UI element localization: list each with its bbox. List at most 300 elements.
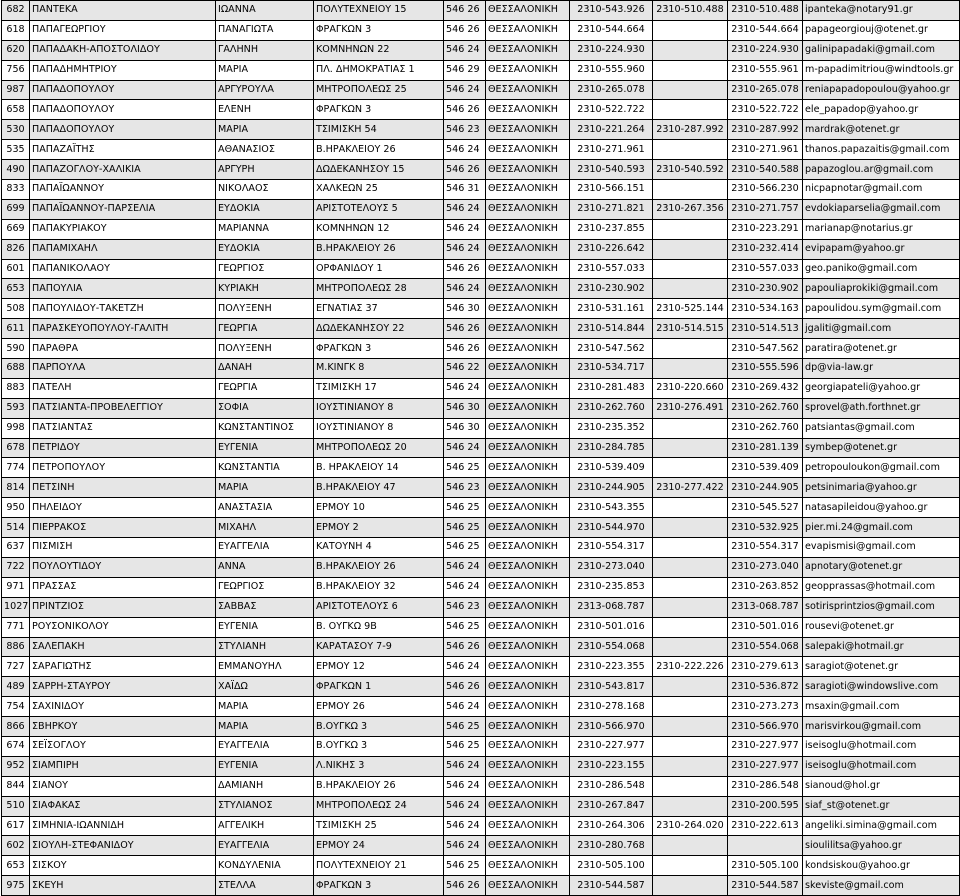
- surname-cell: ΠΑΤΣΙΑΝΤΑ-ΠΡΟΒΕΛΕΓΓΙΟΥ: [30, 398, 216, 418]
- id-cell: 593: [2, 398, 30, 418]
- phone2-cell: [653, 577, 728, 597]
- address-cell: ΜΗΤΡΟΠΟΛΕΩΣ 20: [314, 438, 444, 458]
- phone2-cell: [653, 836, 728, 856]
- email-cell: saragioti@windowslive.com: [803, 677, 960, 697]
- phone2-cell: [653, 717, 728, 737]
- name-cell: ΑΓΓΕΛΙΚΗ: [216, 816, 314, 836]
- email-cell: papazoglou.ar@gmail.com: [803, 160, 960, 180]
- email-cell: sotirisprintzios@gmail.com: [803, 597, 960, 617]
- table-row: [2, 776, 960, 796]
- table-row: [2, 160, 960, 180]
- zip-cell: 546 29: [444, 60, 486, 80]
- phone1-cell: 2310-244.905: [570, 478, 653, 498]
- email-cell: thanos.papazaitis@gmail.com: [803, 140, 960, 160]
- zip-cell: 546 25: [444, 736, 486, 756]
- table-row: [2, 120, 960, 140]
- phone2-cell: [653, 140, 728, 160]
- id-cell: 489: [2, 677, 30, 697]
- city-cell: ΘΕΣΣΑΛΟΝΙΚΗ: [486, 498, 570, 518]
- zip-cell: 546 26: [444, 319, 486, 339]
- address-cell: Β. ΗΡΑΚΛΕΙΟΥ 14: [314, 458, 444, 478]
- address-cell: ΚΟΜΝΗΝΩΝ 22: [314, 40, 444, 60]
- zip-cell: 546 24: [444, 697, 486, 717]
- phone1-cell: 2310-235.853: [570, 577, 653, 597]
- zip-cell: 546 25: [444, 498, 486, 518]
- address-cell: ΤΣΙΜΙΣΚΗ 54: [314, 120, 444, 140]
- address-cell: ΦΡΑΓΚΩΝ 3: [314, 100, 444, 120]
- city-cell: ΘΕΣΣΑΛΟΝΙΚΗ: [486, 458, 570, 478]
- city-cell: ΘΕΣΣΑΛΟΝΙΚΗ: [486, 438, 570, 458]
- phone2-cell: [653, 796, 728, 816]
- name-cell: ΕΥΑΓΓΕΛΙΑ: [216, 736, 314, 756]
- surname-cell: ΠΑΤΣΙΑΝΤΑΣ: [30, 418, 216, 438]
- id-cell: 602: [2, 836, 30, 856]
- surname-cell: ΣΙΑΜΠΙΡΗ: [30, 756, 216, 776]
- zip-cell: 546 24: [444, 577, 486, 597]
- surname-cell: ΠΕΤΡΙΔΟΥ: [30, 438, 216, 458]
- name-cell: ΜΑΡΙΑ: [216, 60, 314, 80]
- zip-cell: 546 23: [444, 120, 486, 140]
- surname-cell: ΣΒΗΡΚΟΥ: [30, 717, 216, 737]
- name-cell: ΠΟΛΥΞΕΝΗ: [216, 299, 314, 319]
- email-cell: petsinimaria@yahoo.gr: [803, 478, 960, 498]
- address-cell: Β.ΗΡΑΚΛΕΙΟΥ 47: [314, 478, 444, 498]
- name-cell: ΓΕΩΡΓΙΟΣ: [216, 577, 314, 597]
- address-cell: ΕΡΜΟΥ 2: [314, 518, 444, 538]
- phone1-cell: 2310-540.593: [570, 160, 653, 180]
- fax-cell: 2310-224.930: [728, 40, 803, 60]
- phone1-cell: 2310-286.548: [570, 776, 653, 796]
- zip-cell: 546 30: [444, 418, 486, 438]
- zip-cell: 546 23: [444, 597, 486, 617]
- email-cell: galinipapadaki@gmail.com: [803, 40, 960, 60]
- city-cell: ΘΕΣΣΑΛΟΝΙΚΗ: [486, 279, 570, 299]
- table-row: [2, 816, 960, 836]
- name-cell: ΕΥΔΟΚΙΑ: [216, 239, 314, 259]
- address-cell: ΙΟΥΣΤΙΝΙΑΝΟΥ 8: [314, 418, 444, 438]
- phone2-cell: [653, 617, 728, 637]
- surname-cell: ΣΙΟΥΛΗ-ΣΤΕΦΑΝΙΔΟΥ: [30, 836, 216, 856]
- surname-cell: ΣΕΪΣΟΓΛΟΥ: [30, 736, 216, 756]
- zip-cell: 546 26: [444, 637, 486, 657]
- table-row: [2, 219, 960, 239]
- name-cell: ΕΥΓΕΝΙΑ: [216, 438, 314, 458]
- email-cell: iseisoglu@hotmail.com: [803, 756, 960, 776]
- email-cell: ipanteka@notary91.gr: [803, 1, 960, 21]
- city-cell: ΘΕΣΣΑΛΟΝΙΚΗ: [486, 836, 570, 856]
- name-cell: ΑΝΑΣΤΑΣΙΑ: [216, 498, 314, 518]
- table-row: [2, 617, 960, 637]
- zip-cell: 546 24: [444, 140, 486, 160]
- surname-cell: ΠΑΠΑΔΟΠΟΥΛΟΥ: [30, 120, 216, 140]
- name-cell: ΓΕΩΡΓΙΟΣ: [216, 259, 314, 279]
- name-cell: ΕΥΑΓΓΕΛΙΑ: [216, 836, 314, 856]
- phone2-cell: [653, 458, 728, 478]
- table-row: [2, 398, 960, 418]
- table-row: [2, 637, 960, 657]
- zip-cell: 546 24: [444, 279, 486, 299]
- name-cell: ΚΟΝΔΥΛΕΝΙΑ: [216, 856, 314, 876]
- id-cell: 771: [2, 617, 30, 637]
- city-cell: ΘΕΣΣΑΛΟΝΙΚΗ: [486, 418, 570, 438]
- phone2-cell: [653, 279, 728, 299]
- name-cell: ΣΤΥΛΙΑΝΗ: [216, 637, 314, 657]
- surname-cell: ΠΑΤΕΛΗ: [30, 378, 216, 398]
- address-cell: ΟΡΦΑΝΙΔΟΥ 1: [314, 259, 444, 279]
- address-cell: ΠΟΛΥΤΕΧΝΕΙΟΥ 15: [314, 1, 444, 21]
- id-cell: 617: [2, 816, 30, 836]
- city-cell: ΘΕΣΣΑΛΟΝΙΚΗ: [486, 299, 570, 319]
- address-cell: Β.ΗΡΑΚΛΕΙΟΥ 26: [314, 557, 444, 577]
- email-cell: georgiapateli@yahoo.gr: [803, 378, 960, 398]
- table-row: [2, 557, 960, 577]
- phone1-cell: 2310-271.821: [570, 199, 653, 219]
- address-cell: ΕΡΜΟΥ 10: [314, 498, 444, 518]
- fax-cell: 2310-227.977: [728, 736, 803, 756]
- table-row: [2, 418, 960, 438]
- name-cell: ΣΤΥΛΙΑΝΟΣ: [216, 796, 314, 816]
- address-cell: ΜΗΤΡΟΠΟΛΕΩΣ 24: [314, 796, 444, 816]
- zip-cell: 546 24: [444, 239, 486, 259]
- city-cell: ΘΕΣΣΑΛΟΝΙΚΗ: [486, 677, 570, 697]
- address-cell: ΚΑΤΟΥΝΗ 4: [314, 538, 444, 558]
- id-cell: 754: [2, 697, 30, 717]
- address-cell: ΦΡΑΓΚΩΝ 3: [314, 339, 444, 359]
- surname-cell: ΣΑΡΡΗ-ΣΤΑΥΡΟΥ: [30, 677, 216, 697]
- phone2-cell: [653, 518, 728, 538]
- zip-cell: 546 24: [444, 796, 486, 816]
- address-cell: ΕΓΝΑΤΙΑΣ 37: [314, 299, 444, 319]
- name-cell: ΑΡΓΥΡΟΥΛΑ: [216, 80, 314, 100]
- city-cell: ΘΕΣΣΑΛΟΝΙΚΗ: [486, 160, 570, 180]
- name-cell: ΓΑΛΗΝΗ: [216, 40, 314, 60]
- phone1-cell: 2310-265.078: [570, 80, 653, 100]
- address-cell: ΕΡΜΟΥ 12: [314, 657, 444, 677]
- phone1-cell: 2310-226.642: [570, 239, 653, 259]
- email-cell: mardrak@otenet.gr: [803, 120, 960, 140]
- id-cell: 674: [2, 736, 30, 756]
- city-cell: ΘΕΣΣΑΛΟΝΙΚΗ: [486, 1, 570, 21]
- address-cell: ΦΡΑΓΚΩΝ 3: [314, 20, 444, 40]
- name-cell: ΑΘΑΝΑΣΙΟΣ: [216, 140, 314, 160]
- email-cell: natasapileidou@yahoo.gr: [803, 498, 960, 518]
- email-cell: papouliaprokiki@gmail.com: [803, 279, 960, 299]
- name-cell: ΜΙΧΑΗΛ: [216, 518, 314, 538]
- phone1-cell: 2310-223.355: [570, 657, 653, 677]
- fax-cell: 2310-540.588: [728, 160, 803, 180]
- table-row: [2, 438, 960, 458]
- zip-cell: 546 24: [444, 40, 486, 60]
- email-cell: rousevi@otenet.gr: [803, 617, 960, 637]
- id-cell: 1027: [2, 597, 30, 617]
- name-cell: ΕΛΕΝΗ: [216, 100, 314, 120]
- table-row: [2, 498, 960, 518]
- phone1-cell: 2310-547.562: [570, 339, 653, 359]
- zip-cell: 546 24: [444, 199, 486, 219]
- table-row: [2, 677, 960, 697]
- table-row: [2, 577, 960, 597]
- fax-cell: 2310-510.488: [728, 1, 803, 21]
- table-row: [2, 259, 960, 279]
- phone1-cell: 2310-557.033: [570, 259, 653, 279]
- id-cell: 971: [2, 577, 30, 597]
- id-cell: 844: [2, 776, 30, 796]
- id-cell: 998: [2, 418, 30, 438]
- table-row: [2, 279, 960, 299]
- zip-cell: 546 24: [444, 657, 486, 677]
- table-row: [2, 697, 960, 717]
- email-cell: kondsiskou@yahoo.gr: [803, 856, 960, 876]
- city-cell: ΘΕΣΣΑΛΟΝΙΚΗ: [486, 697, 570, 717]
- fax-cell: 2310-227.977: [728, 756, 803, 776]
- name-cell: ΜΑΡΙΑ: [216, 717, 314, 737]
- city-cell: ΘΕΣΣΑΛΟΝΙΚΗ: [486, 359, 570, 379]
- phone2-cell: [653, 339, 728, 359]
- surname-cell: ΣΑΧΙΝΙΔΟΥ: [30, 697, 216, 717]
- phone2-cell: 2310-540.592: [653, 160, 728, 180]
- email-cell: nicpapnotar@gmail.com: [803, 180, 960, 200]
- phone2-cell: [653, 697, 728, 717]
- surname-cell: ΠΑΠΑΔΟΠΟΥΛΟΥ: [30, 80, 216, 100]
- phone1-cell: 2310-281.483: [570, 378, 653, 398]
- phone2-cell: [653, 677, 728, 697]
- phone1-cell: 2313-068.787: [570, 597, 653, 617]
- address-cell: Λ.ΝΙΚΗΣ 3: [314, 756, 444, 776]
- table-row: [2, 180, 960, 200]
- fax-cell: 2310-263.852: [728, 577, 803, 597]
- phone1-cell: 2310-278.168: [570, 697, 653, 717]
- zip-cell: 546 26: [444, 20, 486, 40]
- city-cell: ΘΕΣΣΑΛΟΝΙΚΗ: [486, 717, 570, 737]
- fax-cell: 2310-262.760: [728, 418, 803, 438]
- zip-cell: 546 24: [444, 557, 486, 577]
- phone2-cell: [653, 876, 728, 896]
- zip-cell: 546 26: [444, 677, 486, 697]
- name-cell: ΣΟΦΙΑ: [216, 398, 314, 418]
- phone2-cell: 2310-510.488: [653, 1, 728, 21]
- city-cell: ΘΕΣΣΑΛΟΝΙΚΗ: [486, 40, 570, 60]
- fax-cell: 2310-554.317: [728, 538, 803, 558]
- fax-cell: 2310-200.595: [728, 796, 803, 816]
- table-row: [2, 199, 960, 219]
- email-cell: marianap@notarius.gr: [803, 219, 960, 239]
- surname-cell: ΠΑΠΑΖΑΪΤΗΣ: [30, 140, 216, 160]
- name-cell: ΝΙΚΟΛΑΟΣ: [216, 180, 314, 200]
- phone2-cell: [653, 100, 728, 120]
- phone1-cell: 2310-543.817: [570, 677, 653, 697]
- name-cell: ΜΑΡΙΑ: [216, 120, 314, 140]
- zip-cell: 546 31: [444, 180, 486, 200]
- address-cell: Μ.ΚΙΝΓΚ 8: [314, 359, 444, 379]
- table-row: [2, 20, 960, 40]
- table-row: [2, 876, 960, 896]
- surname-cell: ΠΙΕΡΡΑΚΟΣ: [30, 518, 216, 538]
- email-cell: pier.mi.24@gmail.com: [803, 518, 960, 538]
- surname-cell: ΣΚΕΥΗ: [30, 876, 216, 896]
- surname-cell: ΣΙΑΝΟΥ: [30, 776, 216, 796]
- address-cell: ΙΟΥΣΤΙΝΙΑΝΟΥ 8: [314, 398, 444, 418]
- email-cell: skeviste@gmail.com: [803, 876, 960, 896]
- city-cell: ΘΕΣΣΑΛΟΝΙΚΗ: [486, 557, 570, 577]
- name-cell: ΓΕΩΡΓΙΑ: [216, 319, 314, 339]
- name-cell: ΕΥΔΟΚΙΑ: [216, 199, 314, 219]
- fax-cell: 2310-222.613: [728, 816, 803, 836]
- email-cell: evapismisi@gmail.com: [803, 538, 960, 558]
- table-row: [2, 538, 960, 558]
- address-cell: ΦΡΑΓΚΩΝ 3: [314, 876, 444, 896]
- fax-cell: 2310-271.961: [728, 140, 803, 160]
- zip-cell: 546 25: [444, 538, 486, 558]
- phone1-cell: 2310-531.161: [570, 299, 653, 319]
- name-cell: ΕΥΑΓΓΕΛΙΑ: [216, 538, 314, 558]
- id-cell: 620: [2, 40, 30, 60]
- name-cell: ΓΕΩΡΓΙΑ: [216, 378, 314, 398]
- fax-cell: 2310-265.078: [728, 80, 803, 100]
- email-cell: marisvirkou@gmail.com: [803, 717, 960, 737]
- fax-cell: 2310-544.664: [728, 20, 803, 40]
- name-cell: ΜΑΡΙΑ: [216, 697, 314, 717]
- phone2-cell: [653, 80, 728, 100]
- phone2-cell: [653, 219, 728, 239]
- fax-cell: 2310-232.414: [728, 239, 803, 259]
- email-cell: saragiot@otenet.gr: [803, 657, 960, 677]
- name-cell: ΚΩΝΣΤΑΝΤΙΝΟΣ: [216, 418, 314, 438]
- zip-cell: 546 24: [444, 776, 486, 796]
- phone1-cell: 2310-264.306: [570, 816, 653, 836]
- zip-cell: 546 25: [444, 458, 486, 478]
- id-cell: 611: [2, 319, 30, 339]
- zip-cell: 546 24: [444, 816, 486, 836]
- phone1-cell: 2310-273.040: [570, 557, 653, 577]
- surname-cell: ΠΑΠΑΔΑΚΗ-ΑΠΟΣΤΟΛΙΔΟΥ: [30, 40, 216, 60]
- fax-cell: 2310-532.925: [728, 518, 803, 538]
- fax-cell: 2310-555.596: [728, 359, 803, 379]
- phone1-cell: 2310-554.317: [570, 538, 653, 558]
- fax-cell: 2310-554.068: [728, 637, 803, 657]
- address-cell: ΕΡΜΟΥ 24: [314, 836, 444, 856]
- phone2-cell: 2310-276.491: [653, 398, 728, 418]
- phone2-cell: [653, 597, 728, 617]
- city-cell: ΘΕΣΣΑΛΟΝΙΚΗ: [486, 239, 570, 259]
- email-cell: sprovel@ath.forthnet.gr: [803, 398, 960, 418]
- table-row: [2, 856, 960, 876]
- table-row: [2, 458, 960, 478]
- table-row: [2, 378, 960, 398]
- surname-cell: ΠΡΙΝΤΖΙΟΣ: [30, 597, 216, 617]
- city-cell: ΘΕΣΣΑΛΟΝΙΚΗ: [486, 100, 570, 120]
- phone1-cell: 2310-554.068: [570, 637, 653, 657]
- zip-cell: 546 26: [444, 160, 486, 180]
- city-cell: ΘΕΣΣΑΛΟΝΙΚΗ: [486, 657, 570, 677]
- fax-cell: 2310-501.016: [728, 617, 803, 637]
- phone1-cell: 2310-221.264: [570, 120, 653, 140]
- id-cell: 756: [2, 60, 30, 80]
- phone2-cell: [653, 856, 728, 876]
- city-cell: ΘΕΣΣΑΛΟΝΙΚΗ: [486, 478, 570, 498]
- fax-cell: 2310-505.100: [728, 856, 803, 876]
- id-cell: 699: [2, 199, 30, 219]
- fax-cell: 2310-273.040: [728, 557, 803, 577]
- address-cell: ΜΗΤΡΟΠΟΛΕΩΣ 28: [314, 279, 444, 299]
- zip-cell: 546 24: [444, 756, 486, 776]
- name-cell: ΣΑΒΒΑΣ: [216, 597, 314, 617]
- id-cell: 510: [2, 796, 30, 816]
- address-cell: Β.ΟΥΓΚΩ 3: [314, 736, 444, 756]
- surname-cell: ΠΗΛΕΙΔΟΥ: [30, 498, 216, 518]
- city-cell: ΘΕΣΣΑΛΟΝΙΚΗ: [486, 219, 570, 239]
- name-cell: ΑΝΝΑ: [216, 557, 314, 577]
- phone2-cell: [653, 776, 728, 796]
- email-cell: petropouloukon@gmail.com: [803, 458, 960, 478]
- id-cell: 618: [2, 20, 30, 40]
- id-cell: 952: [2, 756, 30, 776]
- table-row: [2, 657, 960, 677]
- phone1-cell: 2310-227.977: [570, 736, 653, 756]
- email-cell: papageorgiouj@otenet.gr: [803, 20, 960, 40]
- surname-cell: ΠΑΠΑΜΙΧΑΗΛ: [30, 239, 216, 259]
- email-cell: m-papadimitriou@windtools.gr: [803, 60, 960, 80]
- phone1-cell: 2310-271.961: [570, 140, 653, 160]
- address-cell: ΔΩΔΕΚΑΝΗΣΟΥ 15: [314, 160, 444, 180]
- zip-cell: 546 24: [444, 80, 486, 100]
- phone1-cell: 2310-544.664: [570, 20, 653, 40]
- address-cell: ΠΛ. ΔΗΜΟΚΡΑΤΙΑΣ 1: [314, 60, 444, 80]
- city-cell: ΘΕΣΣΑΛΟΝΙΚΗ: [486, 856, 570, 876]
- surname-cell: ΣΑΡΑΓΙΩΤΗΣ: [30, 657, 216, 677]
- phone1-cell: 2310-235.352: [570, 418, 653, 438]
- id-cell: 678: [2, 438, 30, 458]
- surname-cell: ΠΑΠΑΓΕΩΡΓΙΟΥ: [30, 20, 216, 40]
- address-cell: ΚΟΜΝΗΝΩΝ 12: [314, 219, 444, 239]
- table-row: [2, 597, 960, 617]
- id-cell: 688: [2, 359, 30, 379]
- email-cell: symbep@otenet.gr: [803, 438, 960, 458]
- address-cell: ΔΩΔΕΚΑΝΗΣΟΥ 22: [314, 319, 444, 339]
- surname-cell: ΠΑΠΑΝΙΚΟΛΑΟΥ: [30, 259, 216, 279]
- fax-cell: 2310-534.163: [728, 299, 803, 319]
- surname-cell: ΠΑΠΟΥΛΙΔΟΥ-ΤΑΚΕΤΖΗ: [30, 299, 216, 319]
- zip-cell: 546 24: [444, 438, 486, 458]
- phone1-cell: 2310-543.355: [570, 498, 653, 518]
- table-row: [2, 478, 960, 498]
- surname-cell: ΠΑΝΤΕΚΑ: [30, 1, 216, 21]
- address-cell: ΑΡΙΣΤΟΤΕΛΟΥΣ 5: [314, 199, 444, 219]
- email-cell: dp@via-law.gr: [803, 359, 960, 379]
- city-cell: ΘΕΣΣΑΛΟΝΙΚΗ: [486, 140, 570, 160]
- city-cell: ΘΕΣΣΑΛΟΝΙΚΗ: [486, 259, 570, 279]
- city-cell: ΘΕΣΣΑΛΟΝΙΚΗ: [486, 776, 570, 796]
- surname-cell: ΠΑΠΑΖΟΓΛΟΥ-ΧΑΛΙΚΙΑ: [30, 160, 216, 180]
- phone1-cell: 2310-544.970: [570, 518, 653, 538]
- phone2-cell: 2310-222.226: [653, 657, 728, 677]
- fax-cell: 2310-557.033: [728, 259, 803, 279]
- id-cell: 975: [2, 876, 30, 896]
- name-cell: ΑΡΓΥΡΗ: [216, 160, 314, 180]
- email-cell: siaf_st@otenet.gr: [803, 796, 960, 816]
- address-cell: Β.ΟΥΓΚΩ 3: [314, 717, 444, 737]
- email-cell: reniapapadopoulou@yahoo.gr: [803, 80, 960, 100]
- surname-cell: ΣΙΣΚΟΥ: [30, 856, 216, 876]
- address-cell: ΑΡΙΣΤΟΤΕΛΟΥΣ 6: [314, 597, 444, 617]
- phone2-cell: [653, 259, 728, 279]
- phone2-cell: [653, 736, 728, 756]
- zip-cell: 546 25: [444, 518, 486, 538]
- phone1-cell: 2310-262.760: [570, 398, 653, 418]
- phone2-cell: 2310-220.660: [653, 378, 728, 398]
- phone2-cell: 2310-267.356: [653, 199, 728, 219]
- surname-cell: ΣΙΜΗΝΙΑ-ΙΩΑΝΝΙΔΗ: [30, 816, 216, 836]
- phone2-cell: [653, 239, 728, 259]
